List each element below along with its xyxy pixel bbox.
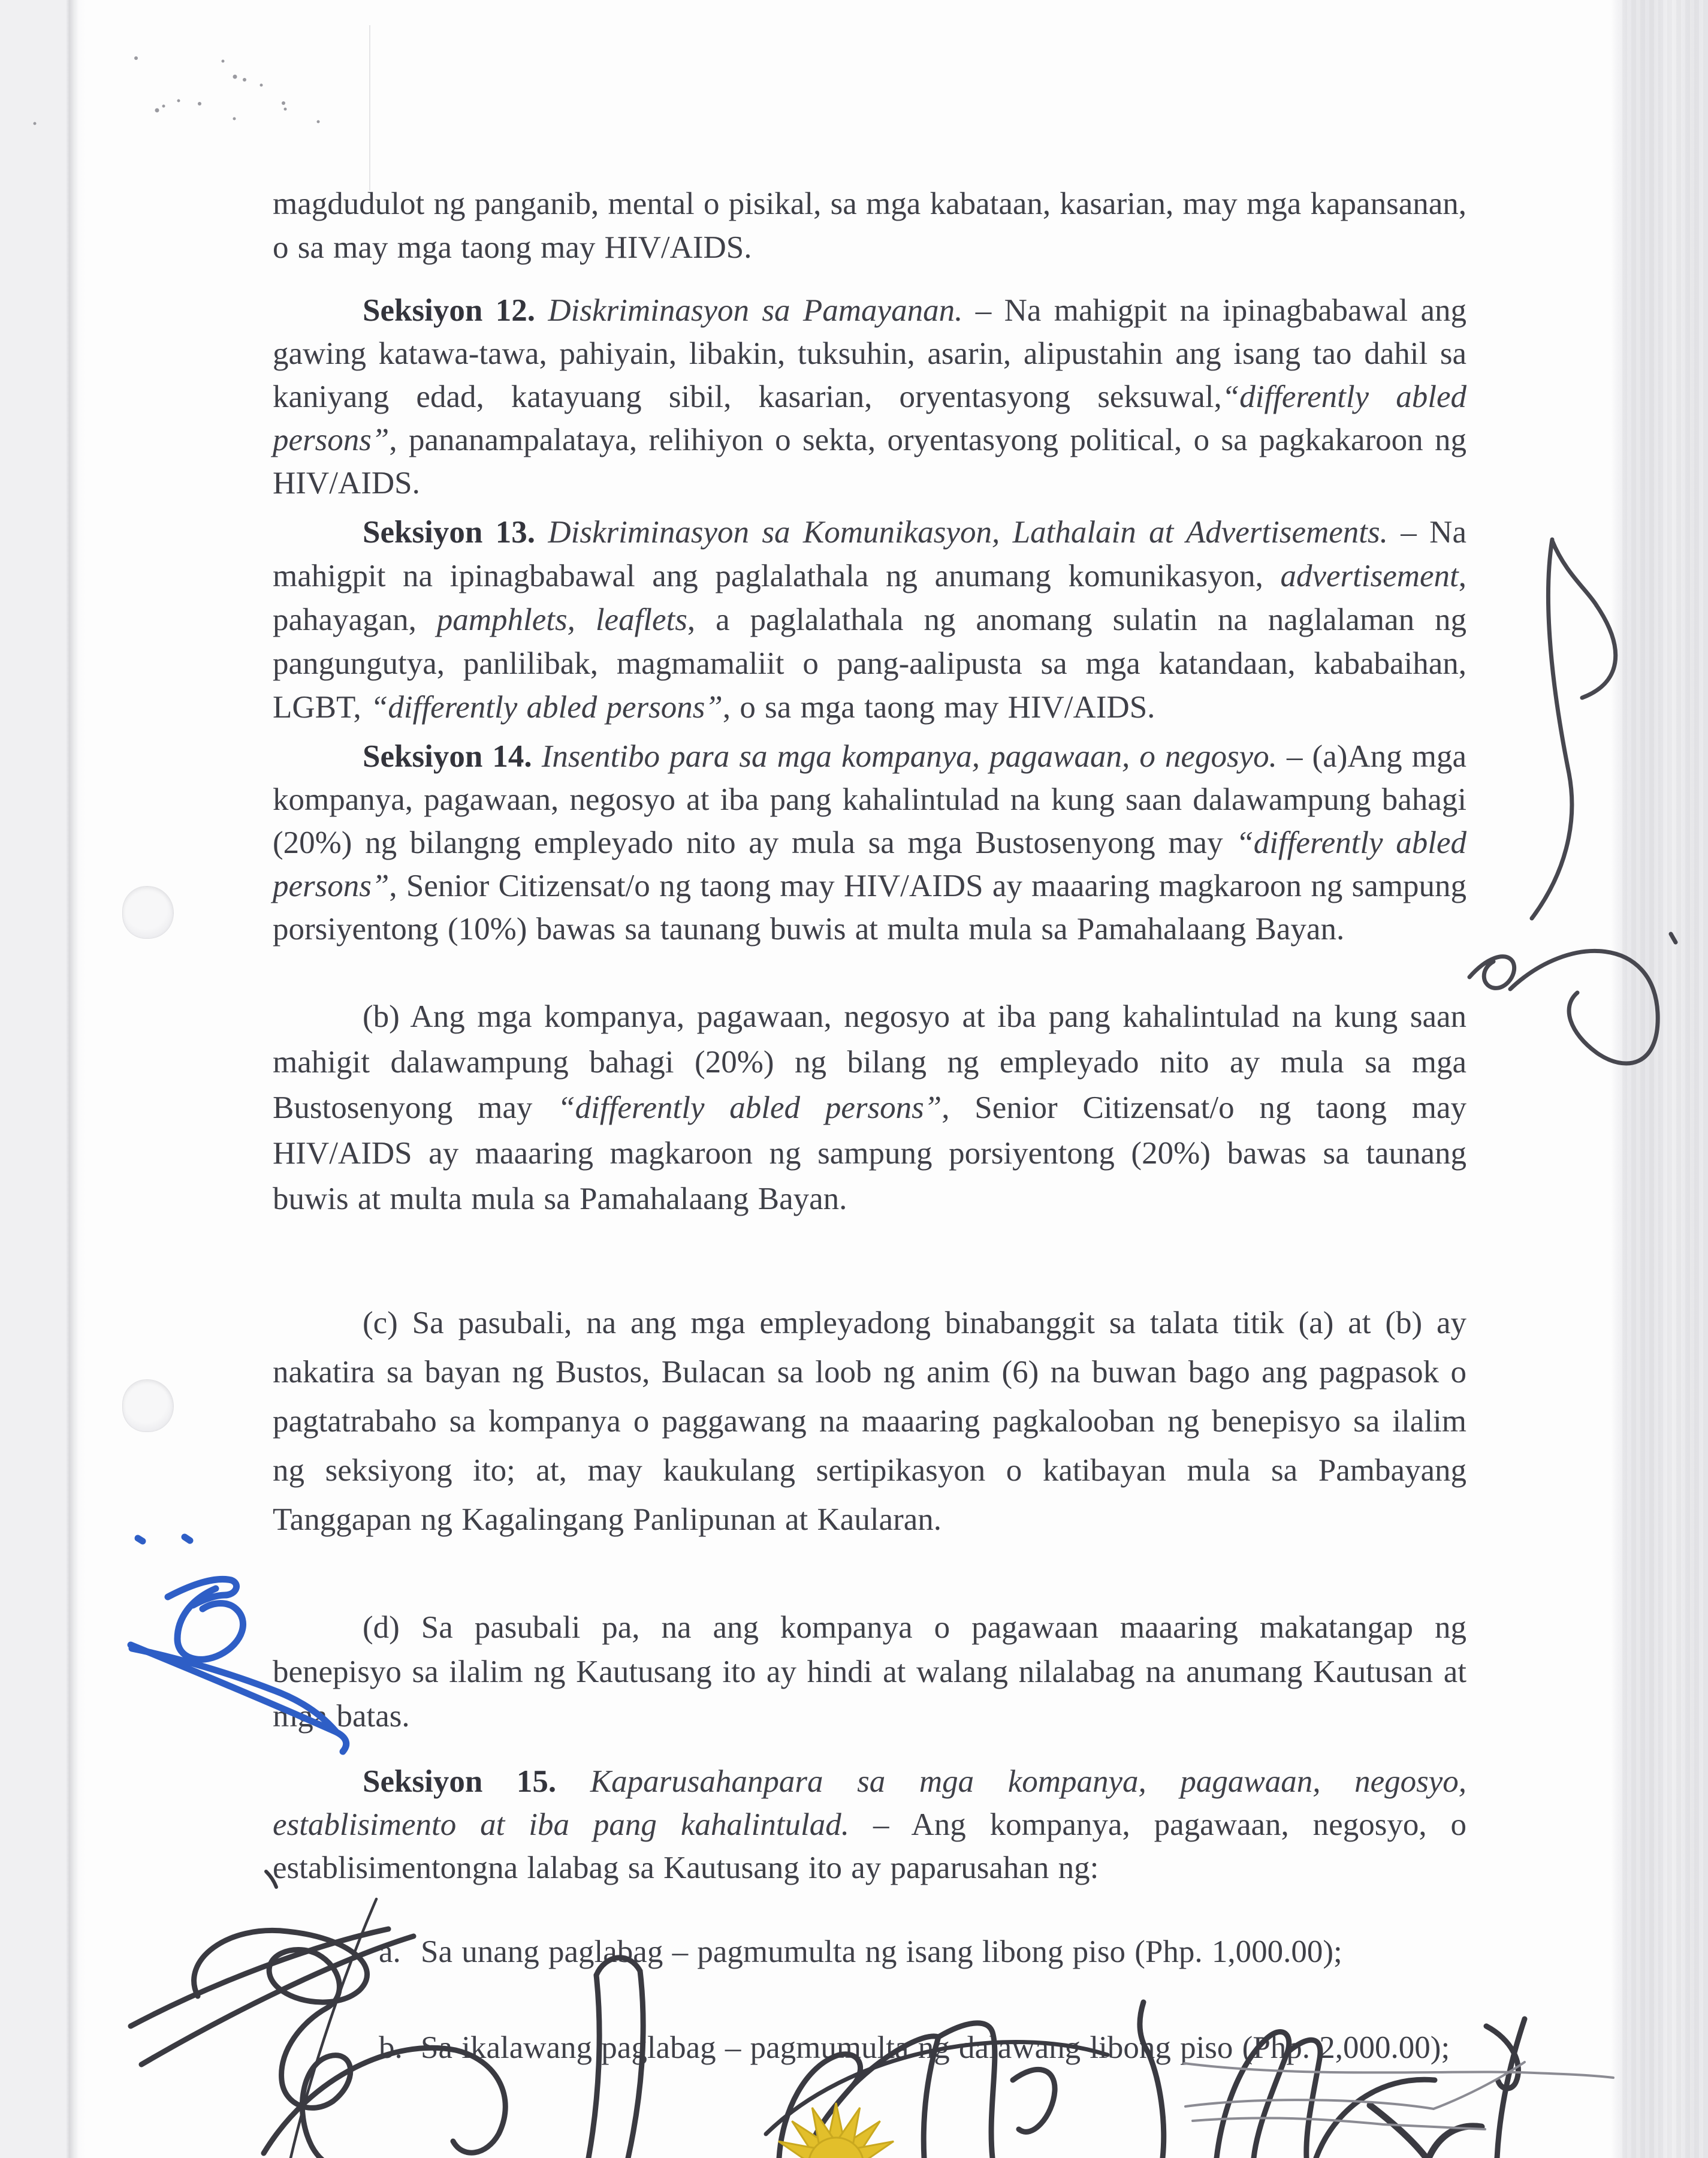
thin-pen-strokes-icon	[1184, 2062, 1613, 2129]
paragraph-seksiyon-12: Seksiyon 12. Diskriminasyon sa Pamayanan. – Na mahigpit na ipinagbabawal ang gawing katawa-tawa, pahiyain, libakin, tuksuhin, asarin, alipustahin ang isang tao dahil sa kaniyang edad, katayuang sibil, kasarian, oryentasyong seksuwal,“differently abled persons”, pananampalataya, relihiyon o sekta, oryentasyong political, o sa pagkakaroon ng HIV/AIDS.	[273, 293, 1466, 501]
paragraph-talata-d: (d) Sa pasubali pa, na ang kompanya o pagawaan maaaring makatangap ng benepisyo sa ilalim ng Kautusang ito ay hindi at walang nilalabag na anumang Kautusan at mga batas.	[273, 1610, 1466, 1734]
punch-hole-top	[123, 887, 173, 938]
punch-hole-bottom	[123, 1380, 173, 1431]
scan-specks-icon	[34, 56, 320, 125]
paragraph-talata-b: (b) Ang mga kompanya, pagawaan, negosyo at iba pang kahalintulad na kung saan mahigit dalawampung bahagi (20%) ng bilang ng empleyado nito ay mula sa mga Bustosenyong may “differently abled persons”, Senior Citizensat/o ng taong may HIV/AIDS ay maaaring magkaroon ng sampung porsiyentong (20%) bawas sa taunang buwis at multa mula sa Pamahalaang Bayan.	[273, 999, 1466, 1216]
paragraph-seksiyon-13: Seksiyon 13. Diskriminasyon sa Komunikasyon, Lathalain at Advertisements. – Na mahigpit na ipinagbabawal ang paglalathala ng anumang komunikasyon, advertisement, pahayagan, pamphlets, leaflets, a paglalathala ng anomang sulatin na naglalaman ng pangungutya, panlilibak, magmamaliit o pang-aalipusta sa mga katandaan, kababaihan, LGBT, “differently abled persons”, o sa mga taong may HIV/AIDS.	[273, 515, 1466, 725]
list-text-a: Sa unang paglabag – pagmumulta ng isang libong piso (Php. 1,000.00);	[421, 1934, 1342, 1969]
paragraph-talata-c: (c) Sa pasubali, na ang mga empleyadong binabanggit sa talata titik (a) at (b) ay nakatira sa bayan ng Bustos, Bulacan sa loob ng anim (6) na buwan bago ang pagpasok o pagtatrabaho sa kompanya o paggawang na maaaring pagkalooban ng benepisyo sa ilalim ng seksiyong ito; at, may kaukulang sertipikasyon o katibayan mula sa Pambayang Tanggapan ng Kagalingang Panlipunan at Kaularan.	[273, 1306, 1466, 1537]
paragraph-seksiyon-15: Seksiyon 15. Kaparusahanpara sa mga kompanya, pagawaan, negosyo, establisimento at iba pang kahalintulad. – Ang kompanya, pagawaan, negosyo, o establisimentongna lalabag sa Kautusang ito ay paparusahan ng:	[273, 1764, 1466, 1885]
signatures-bottom-cluster-icon	[131, 1871, 1525, 2158]
list-text-b: Sa ikalawang paglabag – pagmumulta ng dalawang libong piso (Php. 2,000.00);	[421, 2030, 1450, 2065]
scanner-edge-band	[1618, 0, 1708, 2158]
list-marker-a: a.	[379, 1934, 401, 1969]
philippine-sun-seal-icon	[774, 2103, 898, 2158]
list-marker-b: b.	[379, 2030, 403, 2065]
paragraph-intro-continuation: magdudulot ng panganib, mental o pisikal, sa mga kabataan, kasarian, may mga kapansanan, o sa may mga taong may HIV/AIDS.	[273, 186, 1466, 265]
paragraph-seksiyon-14: Seksiyon 14. Insentibo para sa mga kompanya, pagawaan, o negosyo. – (a)Ang mga kompanya, pagawaan, negosyo at iba pang kahalintulad na kung saan dalawampung bahagi (20%) ng bilangng empleyado nito ay mula sa mga Bustosenyong may “differently abled persons”, Senior Citizensat/o ng taong may HIV/AIDS ay maaaring magkaroon ng sampung porsiyentong (10%) bawas sa taunang buwis at multa mula sa Pamahalaang Bayan.	[273, 739, 1467, 947]
penalty-item-b	[379, 2025, 1466, 2070]
penalty-item-a	[379, 1929, 1466, 1975]
